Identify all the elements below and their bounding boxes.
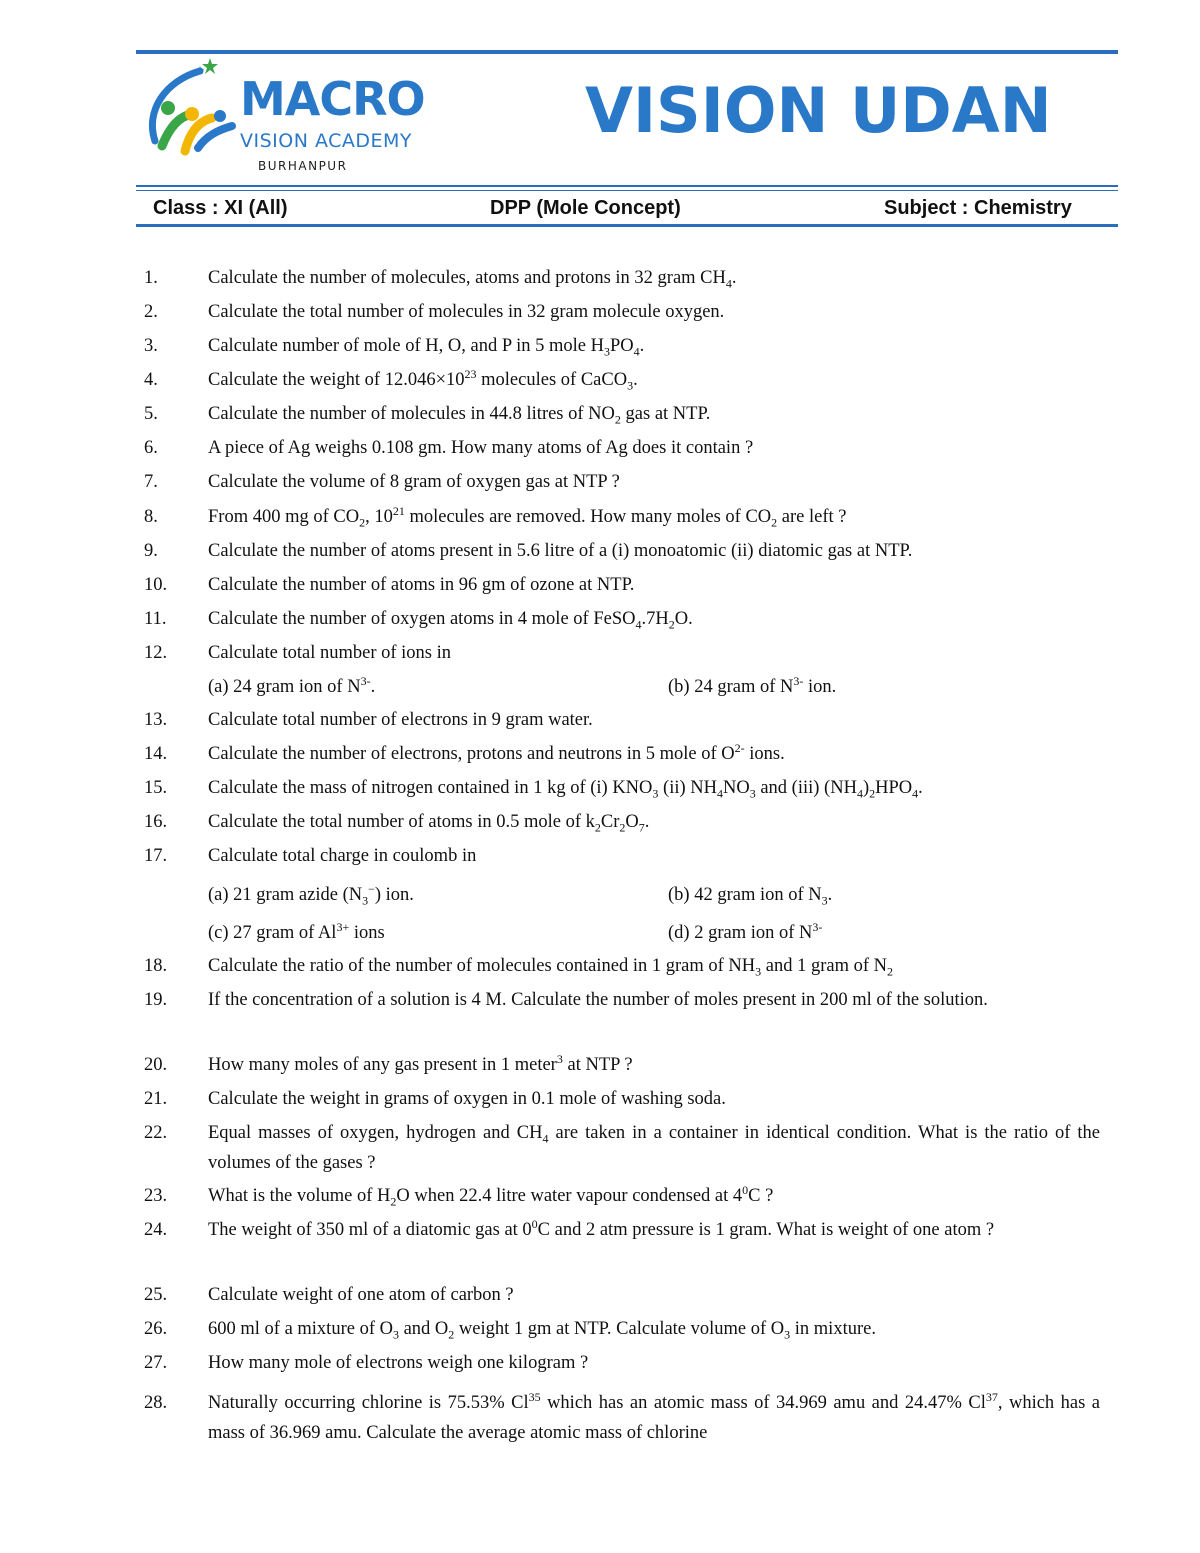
question-number: 3.: [144, 336, 158, 356]
question-number: 8.: [144, 507, 158, 527]
question-text: Calculate the number of atoms in 96 gm of ozone at NTP.: [208, 575, 635, 595]
header-rule-top-thin: [136, 190, 1118, 191]
question-text: Calculate the total number of molecules in 32 gram molecule oxygen.: [208, 302, 725, 322]
question-number: 7.: [144, 472, 158, 492]
question-text: Calculate the weight of $12.046\times 10^{23}$ molecules of CaCO$_3$.: [208, 366, 638, 393]
question-number: 4.: [144, 370, 158, 390]
question-text: If the concentration of a solution is 4 M. Calculate the number of moles present in 200 ml of the solution.: [208, 990, 988, 1010]
question-text: What is the volume of $H_2O$ when 22.4 litre water vapour condensed at $4^0C$ ?: [208, 1182, 774, 1209]
subject-label: Subject : Chemistry: [884, 197, 1072, 219]
question-text: The weight of 350 ml of a diatomic gas at $0^0C$ and 2 atm pressure is 1 gram. What is weight of one atom ?: [208, 1216, 995, 1240]
question-number: 25.: [144, 1285, 168, 1305]
logo-subtitle: VISION ACADEMY: [240, 130, 413, 152]
question-number: 20.: [144, 1055, 168, 1075]
class-label: Class : XI (All): [153, 197, 288, 219]
question-number: 18.: [144, 956, 168, 976]
question-subpart: (a) 24 gram ion of $N^{3-}$.: [208, 673, 376, 697]
question-text: From 400 mg of $CO_2$, $10^{21}$ molecules are removed. How many moles of $CO_2$ are left ?: [208, 503, 847, 530]
question-subpart: (c) 27 gram of $Al^{3+}$ ions: [208, 919, 385, 943]
question-text: Calculate number of mole of H, O, and P in 5 mole $H_3PO_4$.: [208, 336, 645, 359]
question-text: How many moles of any gas present in 1 meter$^3$ at NTP ?: [208, 1051, 633, 1075]
question-number: 11.: [144, 609, 167, 629]
question-text: Calculate the total number of atoms in 0.5 mole of $k_2Cr_2O_7$.: [208, 812, 650, 835]
question-text: Equal masses of oxygen, hydrogen and $CH_4$ are taken in a container in identical condition. What is the ratio of the volumes of the gases ?: [208, 1123, 1100, 1173]
question-number: 16.: [144, 812, 168, 832]
question-text: Calculate total charge in coulomb in: [208, 846, 477, 866]
question-number: 12.: [144, 643, 168, 663]
question-number: 21.: [144, 1089, 168, 1109]
question-subpart: (a) 21 gram azide $(N_3^-)$ ion.: [208, 881, 414, 908]
question-number: 14.: [144, 744, 168, 764]
question-subpart: (b) 24 gram of $N^{3-}$ ion.: [668, 673, 837, 697]
top-rule: [136, 50, 1118, 54]
page-title: VISION UDAN: [585, 74, 1052, 147]
question-number: 24.: [144, 1220, 168, 1240]
question-text: A piece of Ag weighs 0.108 gm. How many atoms of Ag does it contain ?: [208, 438, 754, 458]
logo-name: MACRO: [240, 72, 425, 126]
question-number: 19.: [144, 990, 168, 1010]
question-text: Calculate the number of oxygen atoms in 4 mole of $FeSO_4.7H_2O$.: [208, 609, 693, 632]
question-text: Naturally occurring chlorine is 75.53% Cl$^{35}$ which has an atomic mass of 34.969 amu and 24.47% Cl$^{37}$, which has a mass of 36.969 amu. Calculate the average atomic mass of chlorine: [208, 1389, 1100, 1443]
logo-figures-icon: [140, 56, 240, 166]
question-number: 23.: [144, 1186, 168, 1206]
question-text: Calculate total number of electrons in 9 gram water.: [208, 710, 593, 730]
question-text: Calculate total number of ions in: [208, 643, 452, 663]
question-number: 28.: [144, 1393, 168, 1413]
question-number: 13.: [144, 710, 168, 730]
question-text: Calculate the number of atoms present in 5.6 litre of a (i) monoatomic (ii) diatomic gas at NTP.: [208, 541, 913, 561]
question-text: Calculate the number of molecules, atoms and protons in 32 gram $CH_4$.: [208, 268, 737, 291]
question-text: 600 ml of a mixture of $O_3$ and $O_2$ weight 1 gm at NTP. Calculate volume of $O_3$ in mixture.: [208, 1319, 876, 1342]
question-number: 17.: [144, 846, 168, 866]
question-number: 6.: [144, 438, 158, 458]
question-text: Calculate the weight in grams of oxygen in 0.1 mole of washing soda.: [208, 1089, 726, 1109]
dpp-label: DPP (Mole Concept): [490, 197, 681, 219]
question-text: Calculate weight of one atom of carbon ?: [208, 1285, 514, 1305]
question-number: 10.: [144, 575, 168, 595]
question-number: 1.: [144, 268, 158, 288]
question-text: Calculate the mass of nitrogen contained in 1 kg of (i) $KNO_3$ (ii) $NH_4NO_3$ and (iii) $(NH_4)_2HPO_4$.: [208, 778, 923, 801]
question-number: 15.: [144, 778, 168, 798]
question-number: 26.: [144, 1319, 168, 1339]
question-text: Calculate the number of molecules in 44.8 litres of $NO_2$ gas at NTP.: [208, 404, 711, 427]
logo: [140, 56, 460, 176]
header-rule-bottom: [136, 224, 1118, 227]
logo-city: BURHANPUR: [258, 159, 348, 173]
question-number: 5.: [144, 404, 158, 424]
question-number: 27.: [144, 1353, 168, 1373]
question-text: Calculate the volume of 8 gram of oxygen gas at NTP ?: [208, 472, 620, 492]
question-number: 2.: [144, 302, 158, 322]
question-text: Calculate the number of electrons, protons and neutrons in 5 mole of $O^{2-}$ ions.: [208, 740, 785, 764]
question-text: How many mole of electrons weigh one kilogram ?: [208, 1353, 589, 1373]
question-number: 22.: [144, 1123, 168, 1143]
question-subpart: (d) 2 gram ion of $N^{3-}$: [668, 919, 823, 943]
header-rule-top: [136, 185, 1118, 187]
question-subpart: (b) 42 gram ion of $N_3$.: [668, 885, 833, 908]
question-number: 9.: [144, 541, 158, 561]
question-text: Calculate the ratio of the number of molecules contained in 1 gram of $NH_3$ and 1 gram of $N_2$: [208, 956, 893, 979]
